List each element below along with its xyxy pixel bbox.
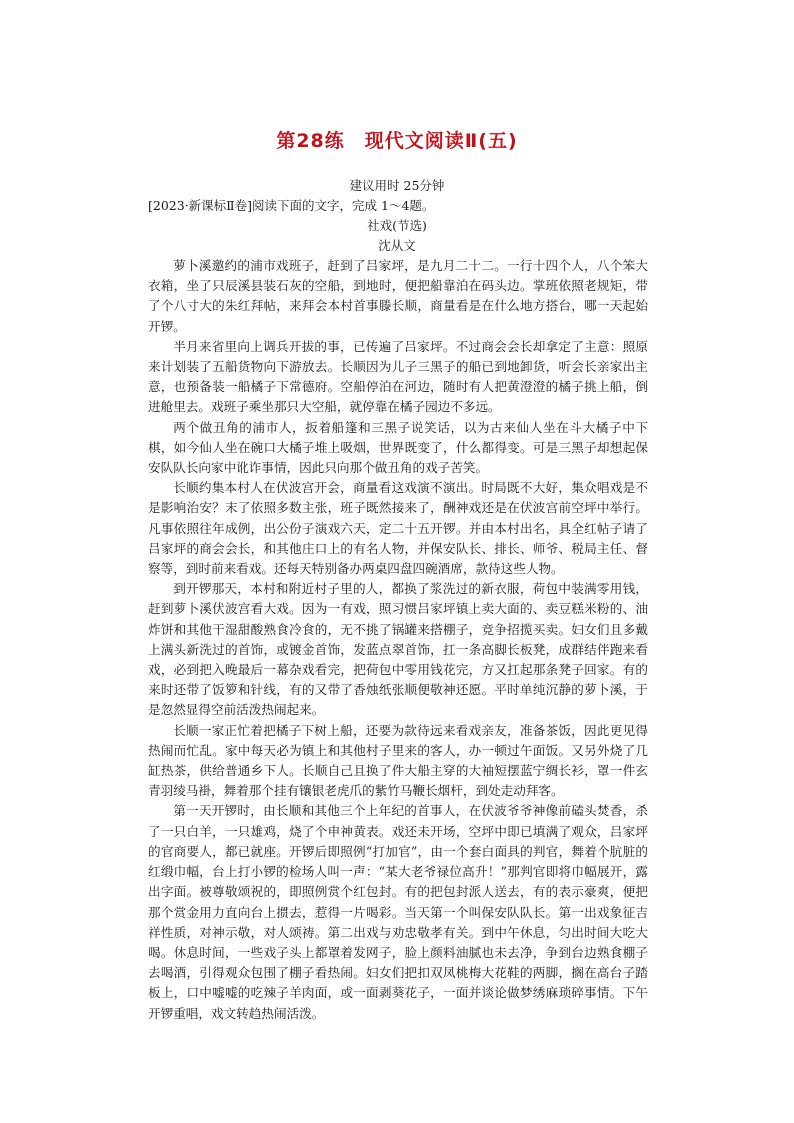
time-hint: 建议用时 25分钟	[349, 178, 445, 193]
question-intro: [2023·新课标Ⅱ卷]阅读下面的文字，完成 1～4题。	[148, 198, 435, 213]
paragraph: 两个做丑角的浦市人，扳着船篷和三黑子说笑话，以为古来仙人坐在斗大橘子中下棋，如今仙人坐在碗口大橘子堆上吸烟，世界既变了，什么都得变。可是三黑子却想起保安队队长向家中讹诈事情，因此只向那个做丑角的戏子苦笑。	[148, 419, 648, 476]
paragraph: 长顺约集本村人在伏波宫开会，商量看这戏演不演出。时局既不大好，集众唱戏是不是影响治安？末了依照多数主张，班子既然接来了，酬神戏还是在伏波宫前空坪中举行。凡事依照往年成例，出公份子演戏六天，定二十五开锣。并由本村出名，具全红帖子请了吕家坪的商会会长，和其他庄口上的有名人物，并保安队长、排长、师爷、税局主任、督察等，到时前来看戏。还每天特别备办两桌四盘四碗酒席，款待这些人物。	[148, 480, 648, 577]
paragraph: 到开锣那天，本村和附近村子里的人，都换了浆洗过的新衣服，荷包中装满零用钱，赶到萝卜溪伏波宫看大戏。因为一有戏，照习惯吕家坪镇上卖大面的、卖豆糕米粉的、油炸饼和其他干湿甜酸熟食冷食的，无不挑了锅罐来搭棚子，竞争招揽买卖。妇女们且多戴上满头新洗过的首饰，或镀金首饰，发蓝点翠首饰，扛一条高脚长板凳，成群结伴跑来看戏，必到把入晚最后一幕杂戏看完，把荷包中零用钱花完，方又扛起那条凳子回家。有的来时还带了饭箩和针线，有的又带了香烛纸张顺便敬神还愿。平时单纯沉静的萝卜溪，于是忽然显得空前活泼热闹起来。	[148, 581, 648, 718]
page-title: 第28练 现代文阅读Ⅱ(五)	[276, 130, 518, 152]
author-name: 沈从文	[378, 238, 416, 253]
paragraph: 萝卜溪邀约的浦市戏班子，赶到了吕家坪，是九月二十二。一行十四个人，八个笨大衣箱，坐了只辰溪县装石灰的空船，到地时，便把船靠泊在码头边。掌班依照老规矩，带了个八寸大的朱红拜帖，来拜会本村首事滕长顺，商量看是在什么地方搭台，哪一天起始开锣。	[148, 258, 648, 334]
paragraph: 第一天开锣时，由长顺和其他三个上年纪的首事人，在伏波爷爷神像前磕头焚香，杀了一只白羊，一只雄鸡，烧了个申神黄表。戏还未开场，空坪中即已填满了观众，吕家坪的官商要人，都已就座。开锣后即照例“打加官”，由一个套白面具的判官，舞着个肮脏的红缎巾幅，台上打小锣的检场人叫一声：“某大老爷禄位高升！”那判官即将巾幅展开，露出字面。被尊敬颂祝的，即照例赏个红包封。有的把包封派人送去，有的表示豪爽，便把那个赏金用力直向台上掼去，惹得一片喝彩。当天第一个叫保安队队长。第一出戏象征吉祥性质，对神示敬，对人颂祷。第二出戏与劝忠敬孝有关。到中午休息，匀出时间大吃大喝。休息时间，一些戏子头上都罩着发网子，脸上颜料油腻也未去净，争到台边熟食棚子去喝酒，引得观众包围了棚子看热闹。妇女们把扣双凤桃梅大花鞋的两脚，搁在高台子踏板上，口中嘘嘘的吃辣子羊肉面，或一面剥葵花子，一面并谈论做梦绣麻琐碎事情。下午开锣重唱，戏文转趋热闹活泼。	[148, 803, 648, 1021]
article-body	[148, 256, 648, 1024]
paragraph: 半月来省里向上调兵开拔的事，已传遍了吕家坪。不过商会会长却拿定了主意：照原来计划装了五船货物向下游放去。长顺因为儿子三黑子的船已到地卸货，听会长亲家出主意，也预备装一船橘子下常德府。空船停泊在河边，随时有人把黄澄澄的橘子挑上船，倒进舱里去。戏班子乘坐那只大空船，就停靠在橘子园边不多远。	[148, 338, 648, 415]
paragraph: 长顺一家正忙着把橘子下树上船，还要为款待远来看戏亲友，准备茶饭，因此更见得热闹而忙乱。家中每天必为镇上和其他村子里来的客人，办一顿过午面饭。又另外烧了几缸热茶，供给普通乡下人。长顺自己且换了件大船主穿的大袖短摆蓝宁绸长衫，罩一件玄青羽绫马褂，舞着那个挂有镶银老虎爪的紫竹马鞭长烟杆，到处走动拜客。	[148, 722, 648, 799]
piece-title: 社戏(节选)	[367, 218, 427, 233]
